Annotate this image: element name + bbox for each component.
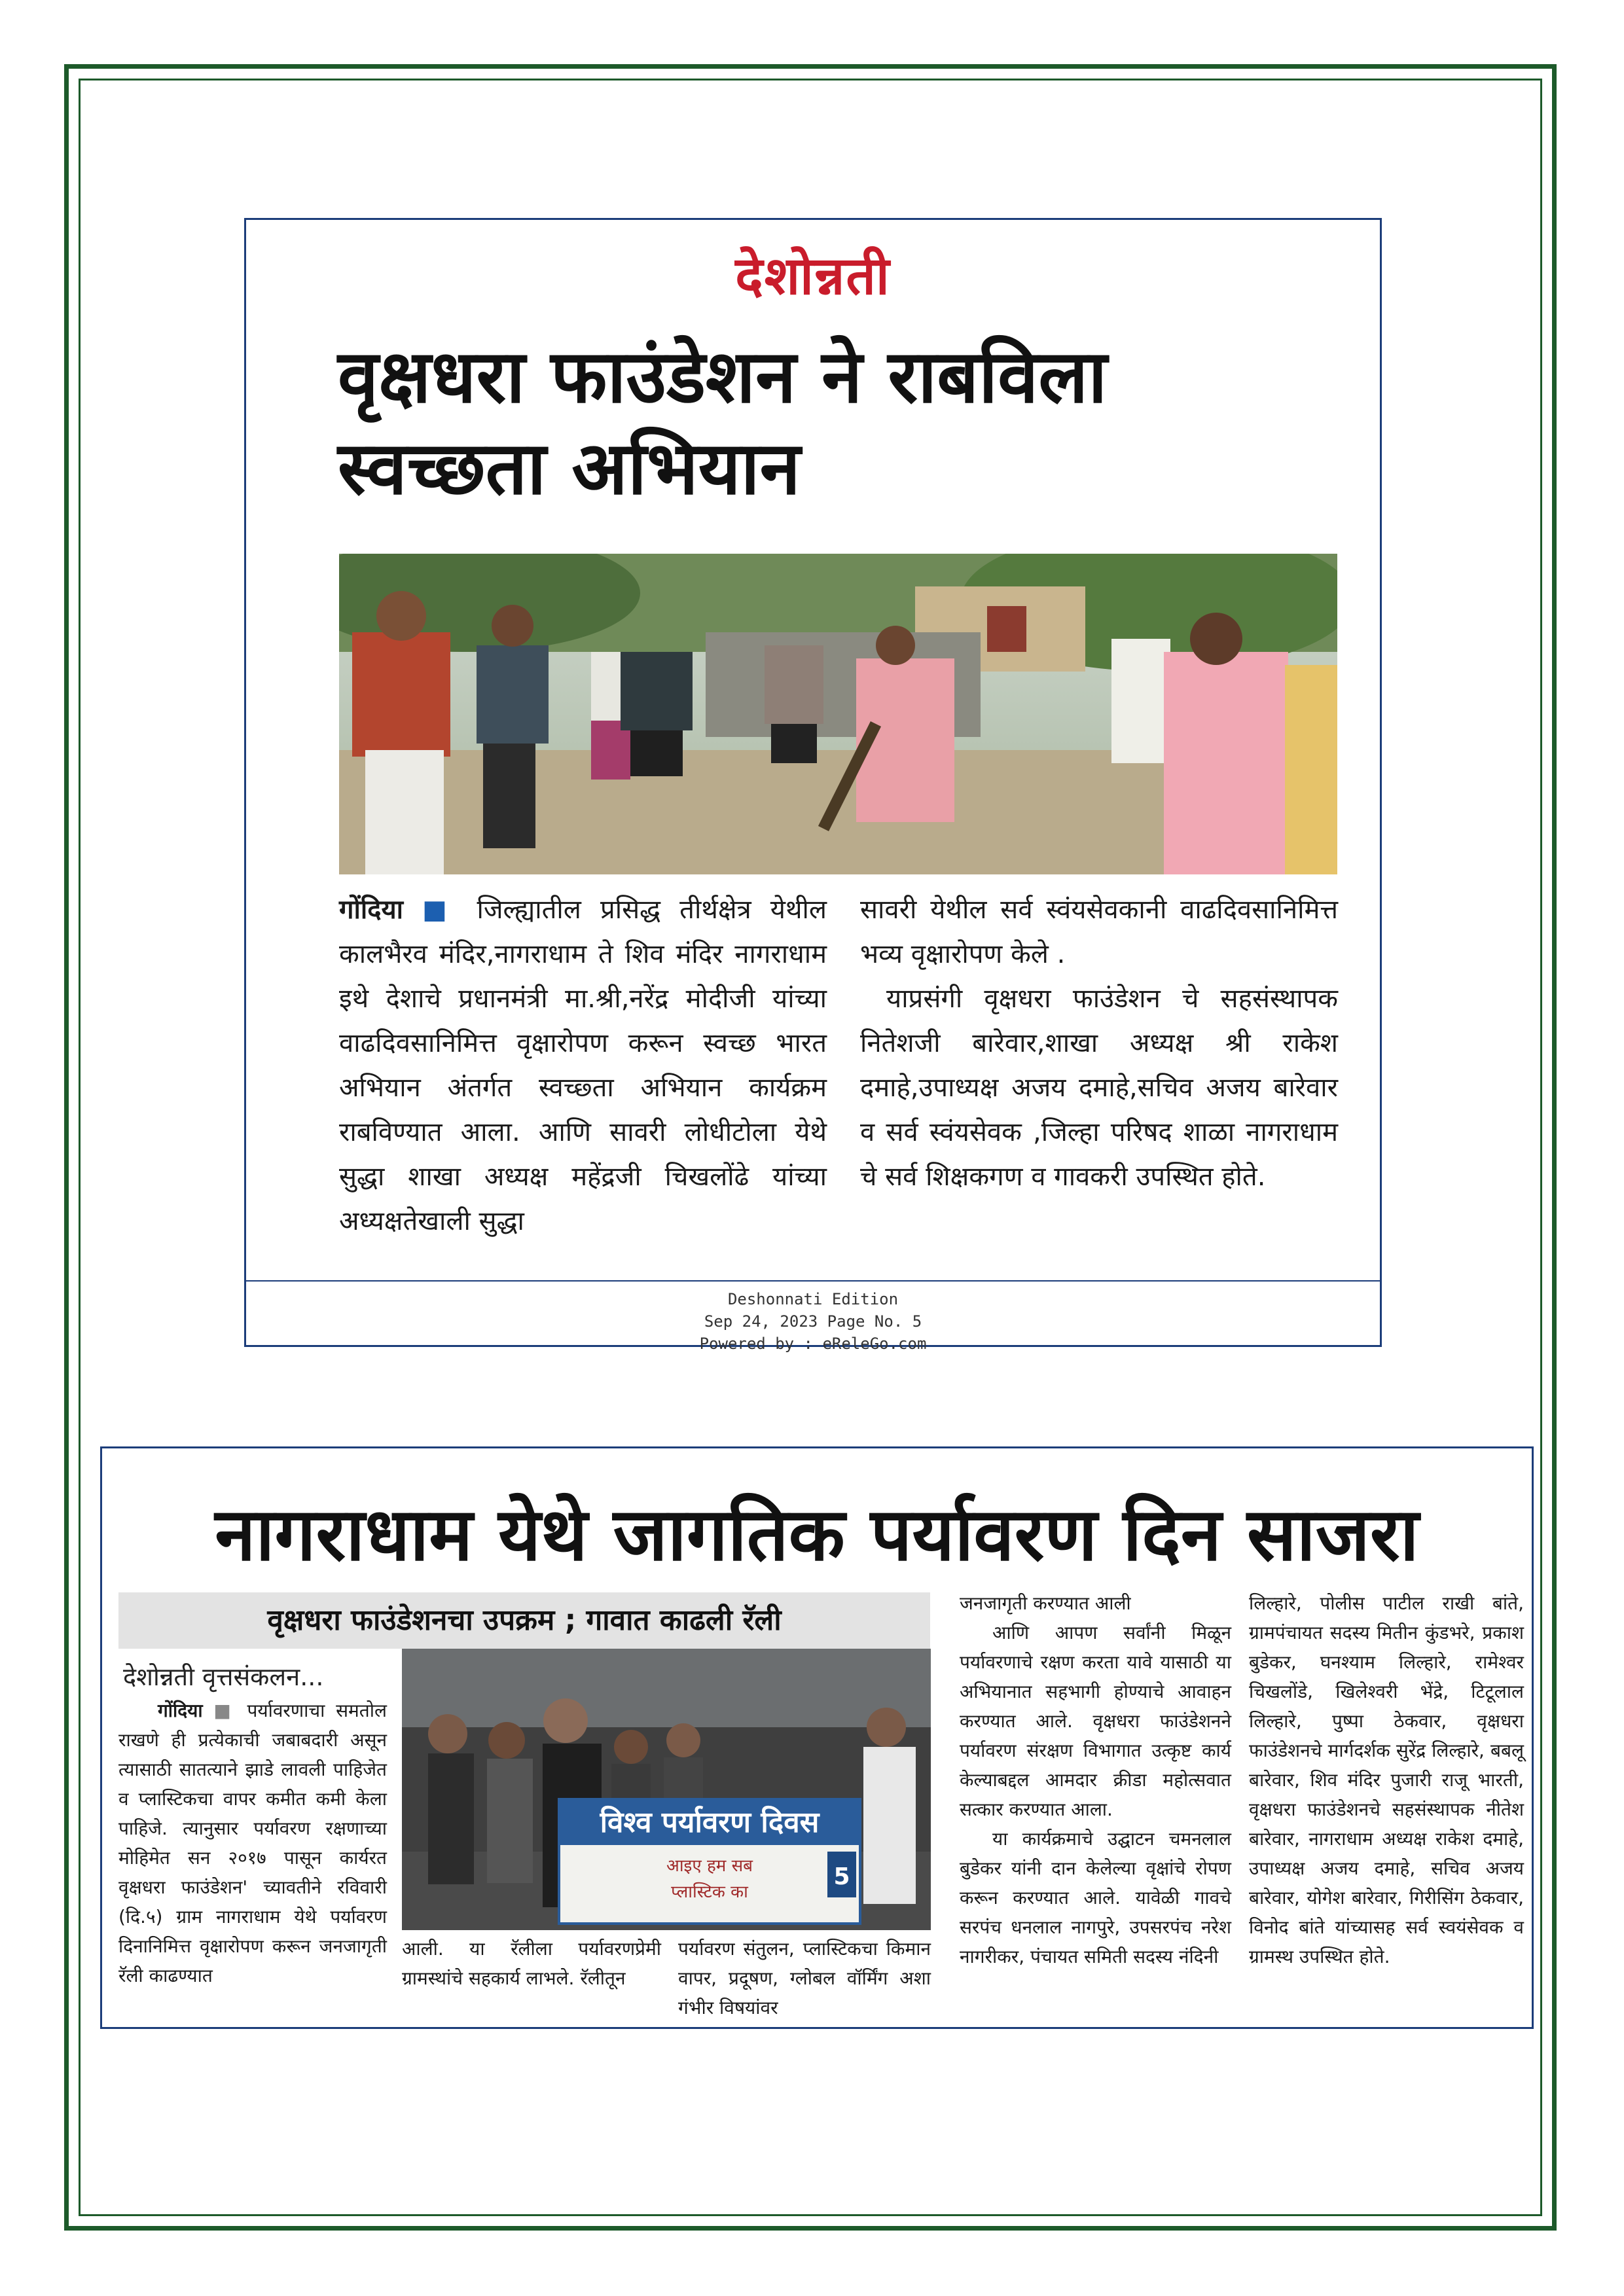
clipping2-square-bullet-icon: ■ [213,1700,236,1721]
edition-date-page: Sep 24, 2023 Page No. 5 [704,1312,922,1331]
clipping1-column-2 [860,888,1338,1199]
dateline-gondia: गोंदिया [339,895,404,925]
column-4-paragraph-2: आणि आपण सर्वांनी मिळून पर्यावरणाचे रक्षण करता यावे यासाठी या अभियानात सहभागी होण्याचे आवाहन करण्यात आले. वृक्षधरा फाउंडेशनने पर्यावरण संरक्षण विभागात उत्कृष्ट कार्य केल्याबद्दल आमदार क्रीडा महोत्सवात सत्कार करण्यात आला. [960,1622,1231,1820]
headline-line-2: स्वच्छता अभियान [338,426,801,511]
news-clipping-2 [100,1446,1534,2029]
clipping2-subheadline: वृक्षधरा फाउंडेशनचा उपक्रम ; गावात काढली रॅली [118,1592,930,1649]
clipping2-headline: नागराधाम येथे जागतिक पर्यावरण दिन साजरा [215,1492,1419,1577]
clipping2-column-3: पर्यावरण संतुलन, प्लास्टिकचा किमान वापर, प्रदूषण, ग्लोबल वॉर्मिंग अशा गंभीर विषयांवर [678,1938,931,2018]
square-bullet-icon: ■ [422,895,458,925]
edition-name: Deshonnati Edition [727,1290,899,1308]
environment-day-rally-photo [402,1649,931,1930]
news-clipping-1 [244,218,1382,1353]
banner-subtext-2: प्लास्टिक का [671,1882,748,1902]
column-1-text: जिल्ह्यातील प्रसिद्ध तीर्थक्षेत्र येथील कालभैरव मंदिर,नागराधाम ते शिव मंदिर नागराधाम इथे देशाचे प्रधानमंत्री मा.श्री,नरेंद्र मोदीजी यांच्या वाढदिवसानिमित्त वृक्षारोपण करून स्वच्छ भारत अभियान अंतर्गत स्वच्छ्ता अभियान कार्यक्रम राबविण्यात आला. आणि सावरी लोधीटोला येथे सुद्धा शाखा अध्यक्ष महेंद्रजी चिखलोंढे यांच्या अध्यक्षतेखाली सुद्धा [339,895,827,1236]
newspaper-masthead: देशोन्नती [735,245,891,306]
banner-title: विश्व पर्यावरण दिवस [600,1806,820,1839]
clipping1-column-1 [339,888,827,1244]
column-2-paragraph-2: याप्रसंगी वृक्षधरा फाउंडेशन चे सहसंस्थापक नितेशजी बारेवार,शाखा अध्यक्ष श्री राकेश दमाहे,उपाध्यक्ष अजय दमाहे,सचिव अजय बारेवार व सर्व स्वंयसेवक ,जिल्हा परिषद शाळा नागराधाम चे सर्व शिक्षकगण व गावकरी उपस्थित होते. [860,984,1338,1192]
rally-photo-illustration [402,1649,931,1930]
headline-line-1: वृक्षधरा फाउंडेशन ने राबविला [338,334,1108,420]
edition-footer [246,1280,1380,1355]
clipping1-headline [338,331,1320,514]
column-2-paragraph-1: सावरी येथील सर्व स्वंयसेवकानी वाढदिवसानिमित्त भव्य वृक्षारोपण केले . [860,895,1338,969]
cleanliness-drive-photo [339,554,1337,874]
clipping2-column-5: लिल्हारे, पोलीस पाटील राखी बांते, ग्रामपंचायत सदस्य मितीन कुंडभरे, प्रकाश बुडेकर, घनश्याम लिल्हारे, रामेश्वर चिखलोंडे, खिलेश्वरी भेंद्रे, टिटूलाल लिल्हारे, पुष्पा ठेकवार, वृक्षधरा फाउंडेशनचे मार्गदर्शक सुरेंद्र लिल्हारे, बबलू बारेवार, शिव मंदिर पुजारी राजू भारती, वृक्षधरा फाउंडेशनचे सहसंस्थापक नीतेश बारेवार, नागराधाम अध्यक्ष राकेश दमाहे, उपाध्यक्ष अजय दमाहे, सचिव अजय बारेवार, योगेश बारेवार, गिरीसिंग ठेकवार, विनोद बांते यांच्यासह सर्व स्वयंसेवक व ग्रामस्थ उपस्थित होते. [1249,1592,1524,1967]
banner-date: 5 [833,1863,850,1890]
photo-illustration [339,554,1337,874]
column-4-paragraph-3: या कार्यक्रमाचे उद्घाटन चमनलाल बुडेकर यांनी दान केलेल्या वृक्षांचे रोपण करून करण्यात आले. यावेळी गावचे सरपंच धनलाल नागपुरे, उपसरपंच नरेश नागरीकर, पंचायत समिती सदस्य नंदिनी [960,1828,1231,1967]
edition-powered-by: Powered by : eReleGo.com [699,1335,927,1353]
column-4-paragraph-1: जनजागृती करण्यात आली [960,1592,1131,1614]
banner-subtext: आइए हम सब [666,1856,753,1876]
clipping2-column-4 [960,1588,1231,1971]
clipping2-dateline: गोंदिया [158,1700,203,1721]
clipping2-column-1 [118,1696,387,1990]
clipping2-column-2: आली. या रॅलीला पर्यावरणप्रेमी ग्रामस्थांचे सहकार्य लाभले. रॅलीतून [402,1938,661,1989]
clipping2-column-1-text: पर्यावरणाचा समतोल राखणे ही प्रत्येकाची जबाबदारी असून त्यासाठी सातत्याने झाडे लावली पाहिजेत व प्लास्टिकचा वापर कमीत कमी केला पाहिजे. त्यानुसार पर्यावरण रक्षणाच्या मोहिमेत सन २०१७ पासून कार्यरत वृक्षधरा फाउंडेशन' च्यावतीने रविवारी (दि.५) ग्राम नागराधाम येथे पर्यावरण दिनानिमित्त वृक्षारोपण करून जनजागृती रॅली काढण्यात [118,1700,387,1986]
news-bureau-credit: देशोन्नती वृत्तसंकलन... [123,1662,324,1691]
